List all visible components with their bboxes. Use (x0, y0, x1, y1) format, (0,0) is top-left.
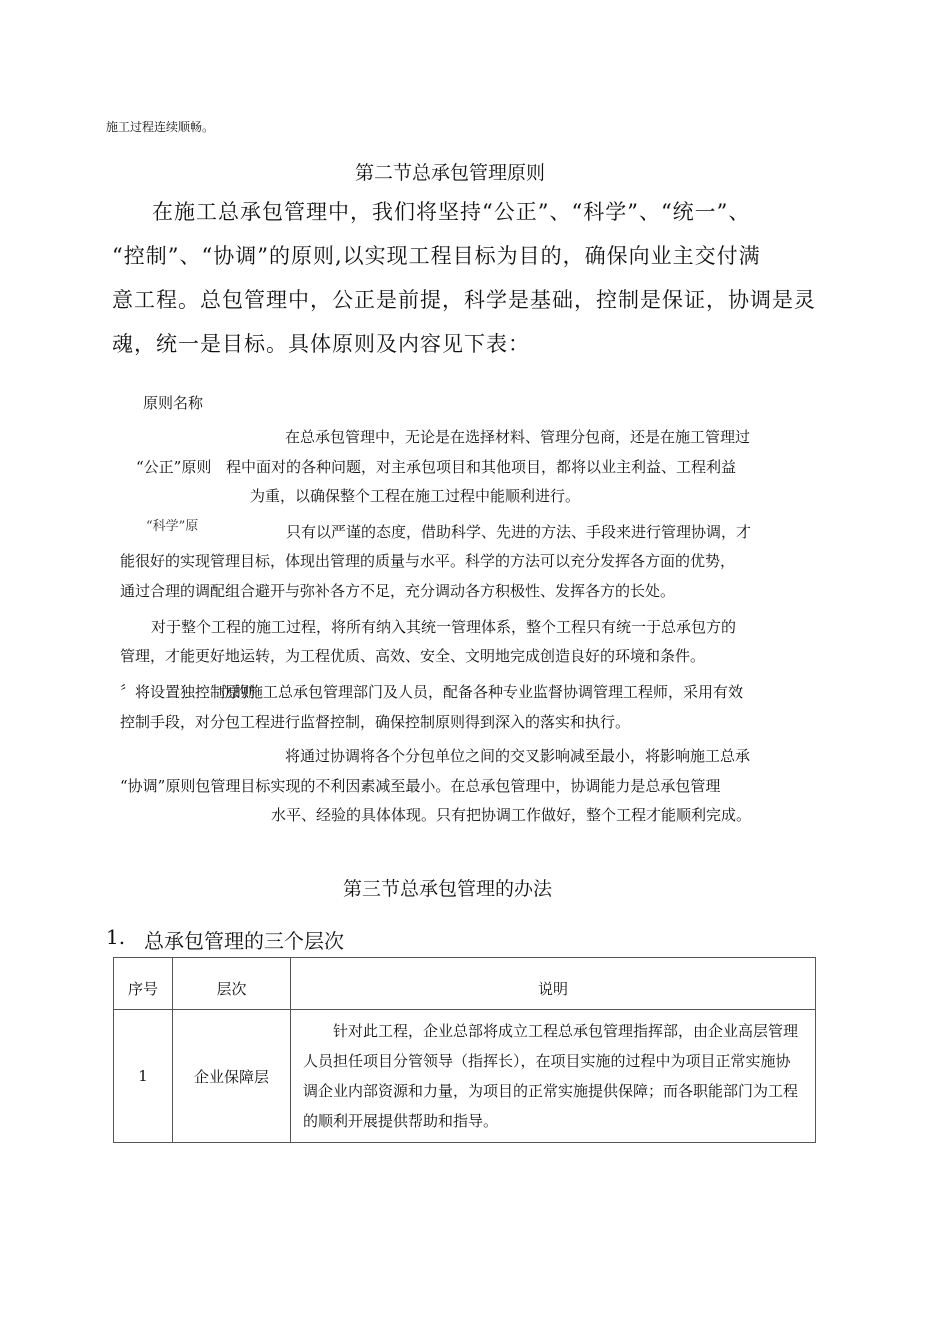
xietiao-line: 将通过协调将各个分包单位之间的交叉影响减至最小，将影响施工总承 (285, 747, 751, 765)
row-no: 1 (114, 1010, 173, 1143)
table-header-row (114, 958, 816, 1010)
section3-sub-number: 1. (106, 925, 126, 949)
section2-para-line: 在施工总承包管理中，我们将坚持“公正”、“科学”、“统一”、 (152, 200, 751, 224)
section2-para-line: “控制”、“协调”的原则,以实现工程目标为目的，确保向业主交付满 (112, 244, 761, 268)
section3-title: 第三节总承包管理的办法 (343, 878, 553, 900)
kexue-name: “科学”原 (146, 519, 199, 534)
gongzheng-name: “公正”原则 (136, 458, 212, 476)
kexue-line: 能很好的实现管理目标，体现出管理的质量与水平。科学的方法可以充分发挥各方面的优势， (120, 552, 736, 570)
kexue-line: 通过合理的调配组合避开与弥补各方不足，充分调动各方积极性、发挥各方的长处。 (120, 582, 676, 600)
section2-para-line: 意工程。总包管理中，公正是前提，科学是基础，控制是保证，协调是灵 (112, 288, 816, 312)
kongzhi-overlap-text: 〞将设置独控制原则 (120, 683, 256, 701)
section3-sub-title: 总承包管理的三个层次 (144, 929, 344, 953)
header-cell-level: 层次 (173, 958, 291, 1010)
row-desc-text: 针对此工程，企业总部将成立工程总承包管理指挥部，由企业高层管理人员担任项目分管领导（指挥长），在项目实施的过程中为项目正常实施协调企业内部资源和力量，为项目的正常实施提供保障；而各职能部门为工程的顺利开展提供帮助和指导。 (303, 1022, 799, 1130)
tongyi-line: 对于整个工程的施工过程，将所有纳入其统一管理体系，整个工程只有统一于总承包方的 (151, 618, 737, 636)
row-level: 企业保障层 (173, 1010, 291, 1143)
gongzheng-line: 为重，以确保整个工程在施工过程中能顺利进行。 (250, 487, 581, 505)
header-cell-no: 序号 (114, 958, 173, 1010)
kongzhi-line: 控制手段，对分包工程进行监督控制，确保控制原则得到深入的落实和执行。 (120, 713, 631, 731)
row-desc (291, 1010, 816, 1143)
tongyi-line: 管理，才能更好地运转，为工程优质、高效、安全、文明地完成创造良好的环境和条件。 (120, 647, 706, 665)
kexue-line: 只有以严谨的态度，借助科学、先进的方法、手段来进行管理协调，才 (286, 523, 752, 541)
xietiao-line: “协调”原则包管理目标实现的不利因素减至最小。在总承包管理中，协调能力是总承包管理 (120, 777, 721, 795)
table-row (114, 1010, 816, 1143)
gongzheng-line: 在总承包管理中，无论是在选择材料、管理分包商，还是在施工管理过 (285, 428, 751, 446)
levels-table (113, 957, 816, 1143)
section2-para-line: 魂，统一是目标。具体原则及内容见下表： (112, 332, 530, 356)
section2-title: 第二节总承包管理原则 (355, 162, 546, 184)
intro-tail-text: 施工过程连续顺畅。 (106, 120, 215, 134)
xietiao-line: 水平、经验的具体体现。只有把协调工作做好，整个工程才能顺利完成。 (271, 806, 752, 824)
header-cell-desc: 说明 (291, 958, 816, 1010)
kongzhi-line: 立的施工总承包管理部门及人员，配备各种专业监督协调管理工程师，采用有效 (218, 683, 744, 701)
principles-header: 原则名称 (143, 394, 204, 412)
gongzheng-line: 程中面对的各种问题，对主承包项目和其他项目，都将以业主利益、工程利益 (226, 458, 737, 476)
